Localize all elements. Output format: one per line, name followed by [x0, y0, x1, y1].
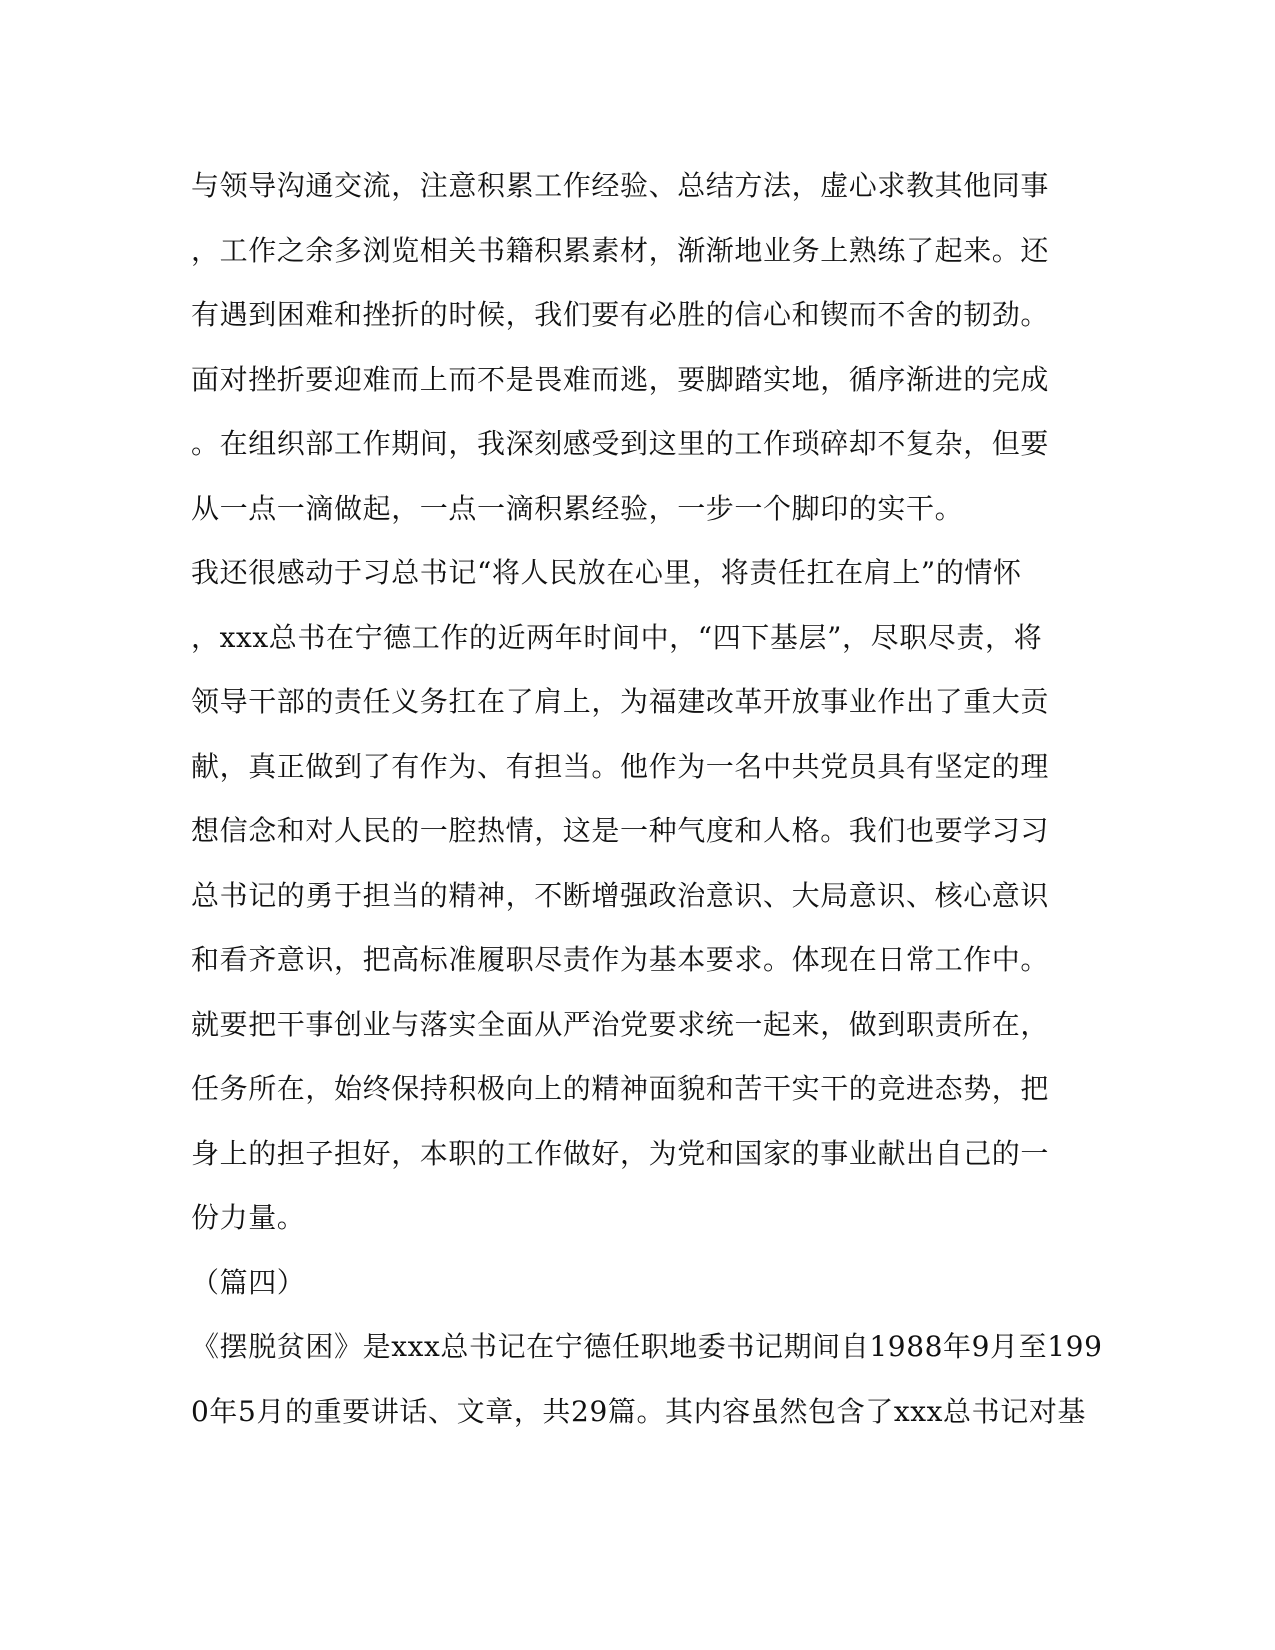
text-line: 从一点一滴做起，一点一滴积累经验，一步一个脚印的实干。 [191, 491, 964, 525]
text-line: 《摆脱贫困》是xxx总书记在宁德任职地委书记期间自1988年9月至199 [191, 1330, 1103, 1363]
text-line: 总书记的勇于担当的精神，不断增强政治意识、大局意识、核心意识 [191, 878, 1050, 912]
text-line: 献，真正做到了有作为、有担当。他作为一名中共党员具有坚定的理 [191, 749, 1050, 783]
text-line: 0年5月的重要讲话、文章，共29篇。其内容虽然包含了xxx总书记对基 [191, 1394, 1087, 1428]
text-line: 领导干部的责任义务扛在了肩上，为福建改革开放事业作出了重大贡 [191, 685, 1050, 718]
text-line: 就要把干事创业与落实全面从严治党要求统一起来，做到职责所在， [191, 1007, 1050, 1041]
text-line: 。在组织部工作期间，我深刻感受到这里的工作琐碎却不复杂，但要 [191, 427, 1050, 460]
text-line: 任务所在，始终保持积极向上的精神面貌和苦干实干的竞进态势，把 [191, 1072, 1050, 1105]
text-line: 想信念和对人民的一腔热情，这是一种气度和人格。我们也要学习习 [191, 814, 1050, 847]
text-line: 有遇到困难和挫折的时候，我们要有必胜的信心和锲而不舍的韧劲。 [191, 298, 1050, 331]
text-line: 面对挫折要迎难而上而不是畏难而逃，要脚踏实地，循序渐进的完成 [191, 362, 1050, 396]
text-line: ，xxx总书在宁德工作的近两年时间中，“四下基层”，尽职尽责，将 [191, 620, 1043, 654]
text-line: 我还很感动于习总书记“将人民放在心里，将责任扛在肩上”的情怀 [191, 556, 1022, 589]
body-text [191, 154, 1103, 1444]
text-line: 和看齐意识，把高标准履职尽责作为基本要求。体现在日常工作中。 [191, 943, 1050, 976]
text-line: 与领导沟通交流，注意积累工作经验、总结方法，虚心求教其他同事 [191, 169, 1050, 202]
text-line: ，工作之余多浏览相关书籍积累素材，渐渐地业务上熟练了起来。还 [191, 233, 1050, 267]
section-heading: （篇四） [191, 1265, 306, 1299]
text-line: 份力量。 [191, 1201, 306, 1234]
text-line: 身上的担子担好，本职的工作做好，为党和国家的事业献出自己的一 [191, 1136, 1050, 1170]
